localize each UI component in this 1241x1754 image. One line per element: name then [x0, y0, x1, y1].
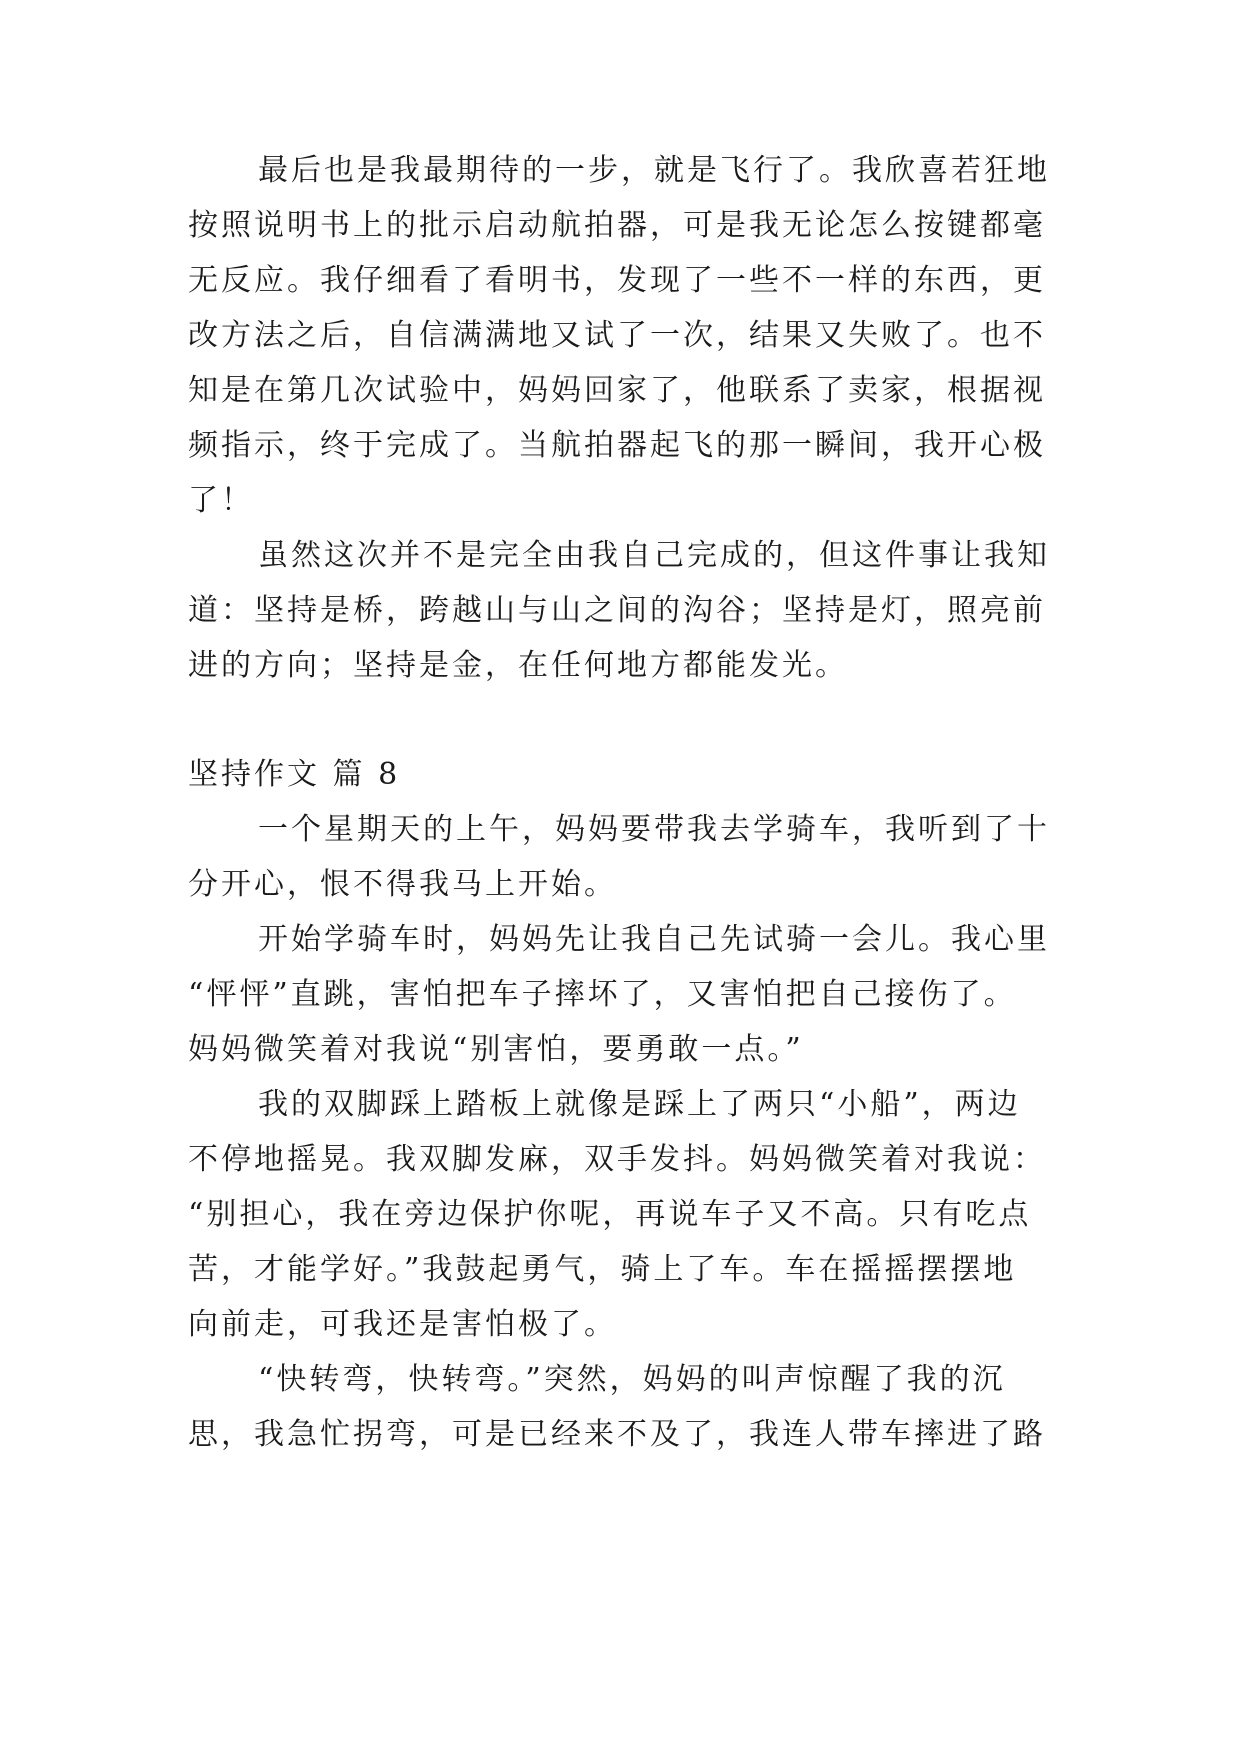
paragraph-line: 进的方向；坚持是金，在任何地方都能发光。: [188, 648, 848, 683]
paragraph-line: “快转弯，快转弯。”突然，妈妈的叫声惊醒了我的沉: [258, 1362, 1006, 1397]
paragraph-line: 按照说明书上的批示启动航拍器，可是我无论怎么按键都毫: [188, 208, 1046, 243]
paragraph-line: 分开心，恨不得我马上开始。: [188, 867, 617, 902]
paragraph-line: 一个星期天的上午，妈妈要带我去学骑车，我听到了十: [258, 812, 1050, 847]
paragraph-line: 无反应。我仔细看了看明书，发现了一些不一样的东西，更: [188, 263, 1046, 298]
paragraph-line: 我的双脚踩上踏板上就像是踩上了两只“小船”，两边: [258, 1087, 1021, 1122]
paragraph-line: 不停地摇晃。我双脚发麻，双手发抖。妈妈微笑着对我说：: [188, 1142, 1046, 1177]
paragraph-line: 开始学骑车时，妈妈先让我自己先试骑一会儿。我心里: [258, 922, 1050, 957]
paragraph-line: 了！: [188, 483, 254, 518]
paragraph-line: 改方法之后，自信满满地又试了一次，结果又失败了。也不: [188, 318, 1046, 353]
paragraph-line: 频指示，终于完成了。当航拍器起飞的那一瞬间，我开心极: [188, 428, 1046, 463]
paragraph-line: 道：坚持是桥，跨越山与山之间的沟谷；坚持是灯，照亮前: [188, 593, 1046, 628]
section-heading: 坚持作文 篇 8: [188, 757, 401, 792]
paragraph-line: 思，我急忙拐弯，可是已经来不及了，我连人带车摔进了路: [188, 1417, 1046, 1452]
paragraph-line: 虽然这次并不是完全由我自己完成的，但这件事让我知: [258, 538, 1050, 573]
paragraph-line: 妈妈微笑着对我说“别害怕，要勇敢一点。”: [188, 1032, 804, 1067]
paragraph-line: “别担心，我在旁边保护你呢，再说车子又不高。只有吃点: [188, 1197, 1032, 1232]
paragraph-line: 知是在第几次试验中，妈妈回家了，他联系了卖家，根据视: [188, 373, 1046, 408]
paragraph-line: 最后也是我最期待的一步，就是飞行了。我欣喜若狂地: [258, 153, 1050, 188]
paragraph-line: 向前走，可我还是害怕极了。: [188, 1307, 617, 1342]
paragraph-line: “怦怦”直跳，害怕把车子摔坏了，又害怕把自己接伤了。: [188, 977, 1017, 1012]
paragraph-line: 苦，才能学好。”我鼓起勇气，骑上了车。车在摇摇摆摆地: [188, 1252, 1017, 1287]
